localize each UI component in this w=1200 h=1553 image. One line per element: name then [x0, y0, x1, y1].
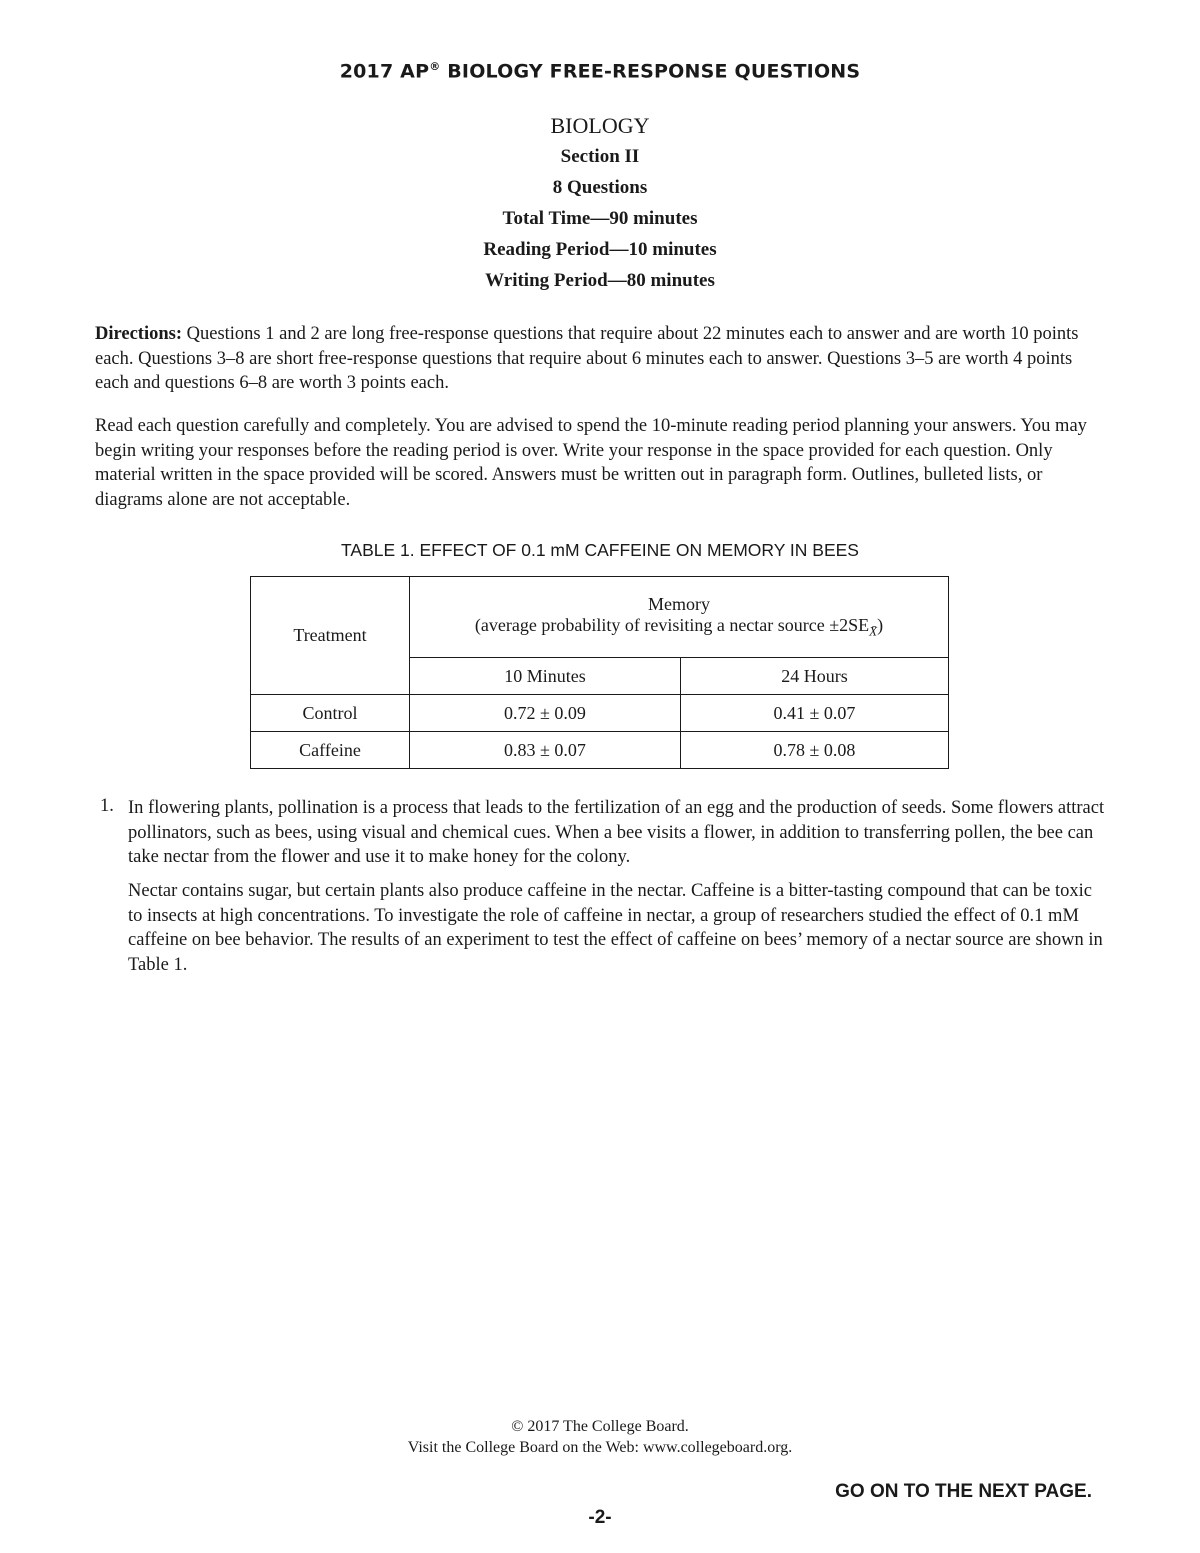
- copyright-line: © 2017 The College Board.: [511, 1418, 689, 1435]
- question-number: 1.: [100, 796, 114, 816]
- question-count: 8 Questions: [552, 177, 648, 198]
- question-paragraph-2: Nectar contains sugar, but certain plants also produce caffeine in the nectar. Caffeine is a bitter-tasting compound that can be toxic to insects at high concentrations. To investigate the role of caffeine in nectar, a group of researchers studied the effect of 0.1 mM caffeine on bee behavior. The results of an experiment to test the effect of caffeine on bees’ memory of a nectar source are shown in Table 1.: [128, 881, 1103, 975]
- row-24h-value: 0.78 ± 0.08: [681, 732, 949, 769]
- total-time: Total Time—90 minutes: [502, 208, 698, 229]
- directions-label: Directions:: [95, 324, 182, 344]
- footer: [0, 1416, 1200, 1458]
- row-24h-value: 0.41 ± 0.07: [681, 695, 949, 732]
- x-bar-subscript: X̄: [869, 623, 878, 639]
- instructions-paragraph: Read each question carefully and completely. You are advised to spend the 10-minute reading period planning your answers. You may begin writing your responses before the reading period is over. Write your response in the space provided for each question. Only material written in the space provided will be scored. Answers must be written out in paragraph form. Outlines, bulleted lists, or diagrams alone are not acceptable.: [95, 416, 1087, 510]
- registered-mark: ®: [429, 60, 441, 73]
- header-treatment: Treatment: [251, 577, 410, 695]
- table-row: [251, 695, 949, 732]
- page-header-title: [0, 60, 1200, 82]
- header-title-prefix: 2017 AP: [339, 60, 430, 83]
- question-paragraph-1: In flowering plants, pollination is a process that leads to the fertilization of an egg and the production of seeds. Some flowers attract pollinators, such as bees, using visual and chemical cues. When a bee visits a flower, in addition to transferring pollen, the bee can take nectar from the flower and use it to make honey for the colony.: [128, 798, 1105, 867]
- header-memory: [410, 577, 949, 658]
- writing-period: Writing Period—80 minutes: [485, 270, 715, 291]
- table-caption: TABLE 1. EFFECT OF 0.1 mM CAFFEINE ON MEMORY IN BEES: [341, 540, 859, 560]
- header-title-suffix: BIOLOGY FREE-RESPONSE QUESTIONS: [440, 60, 861, 83]
- section-info: [0, 110, 1200, 296]
- caffeine-memory-table: [250, 576, 949, 769]
- row-10min-value: 0.83 ± 0.07: [410, 732, 681, 769]
- page-number: -2-: [588, 1507, 612, 1528]
- reading-period: Reading Period—10 minutes: [483, 239, 717, 260]
- section-label: Section II: [560, 146, 640, 167]
- directions-text: Questions 1 and 2 are long free-response questions that require about 22 minutes each to answer and are worth 10 points each. Questions 3–8 are short free-response questions that require about 6 minutes each to answer. Questions 3–5 are worth 4 points each and questions 6–8 are worth 3 points each.: [95, 324, 1079, 393]
- header-memory-title: Memory: [648, 594, 710, 615]
- table-row: [251, 732, 949, 769]
- next-page-notice: GO ON TO THE NEXT PAGE.: [835, 1481, 1092, 1502]
- header-10-minutes: 10 Minutes: [410, 658, 681, 695]
- row-treatment: Caffeine: [251, 732, 410, 769]
- row-10min-value: 0.72 ± 0.09: [410, 695, 681, 732]
- directions-paragraph: [95, 322, 1105, 396]
- header-24-hours: 24 Hours: [681, 658, 949, 695]
- website-line: Visit the College Board on the Web: www.collegeboard.org.: [407, 1439, 793, 1456]
- header-memory-subtitle: (average probability of revisiting a nectar source $\pm 2SE_{X̄}$): [474, 615, 884, 639]
- subject-heading: BIOLOGY: [550, 113, 650, 138]
- row-treatment: Control: [251, 695, 410, 732]
